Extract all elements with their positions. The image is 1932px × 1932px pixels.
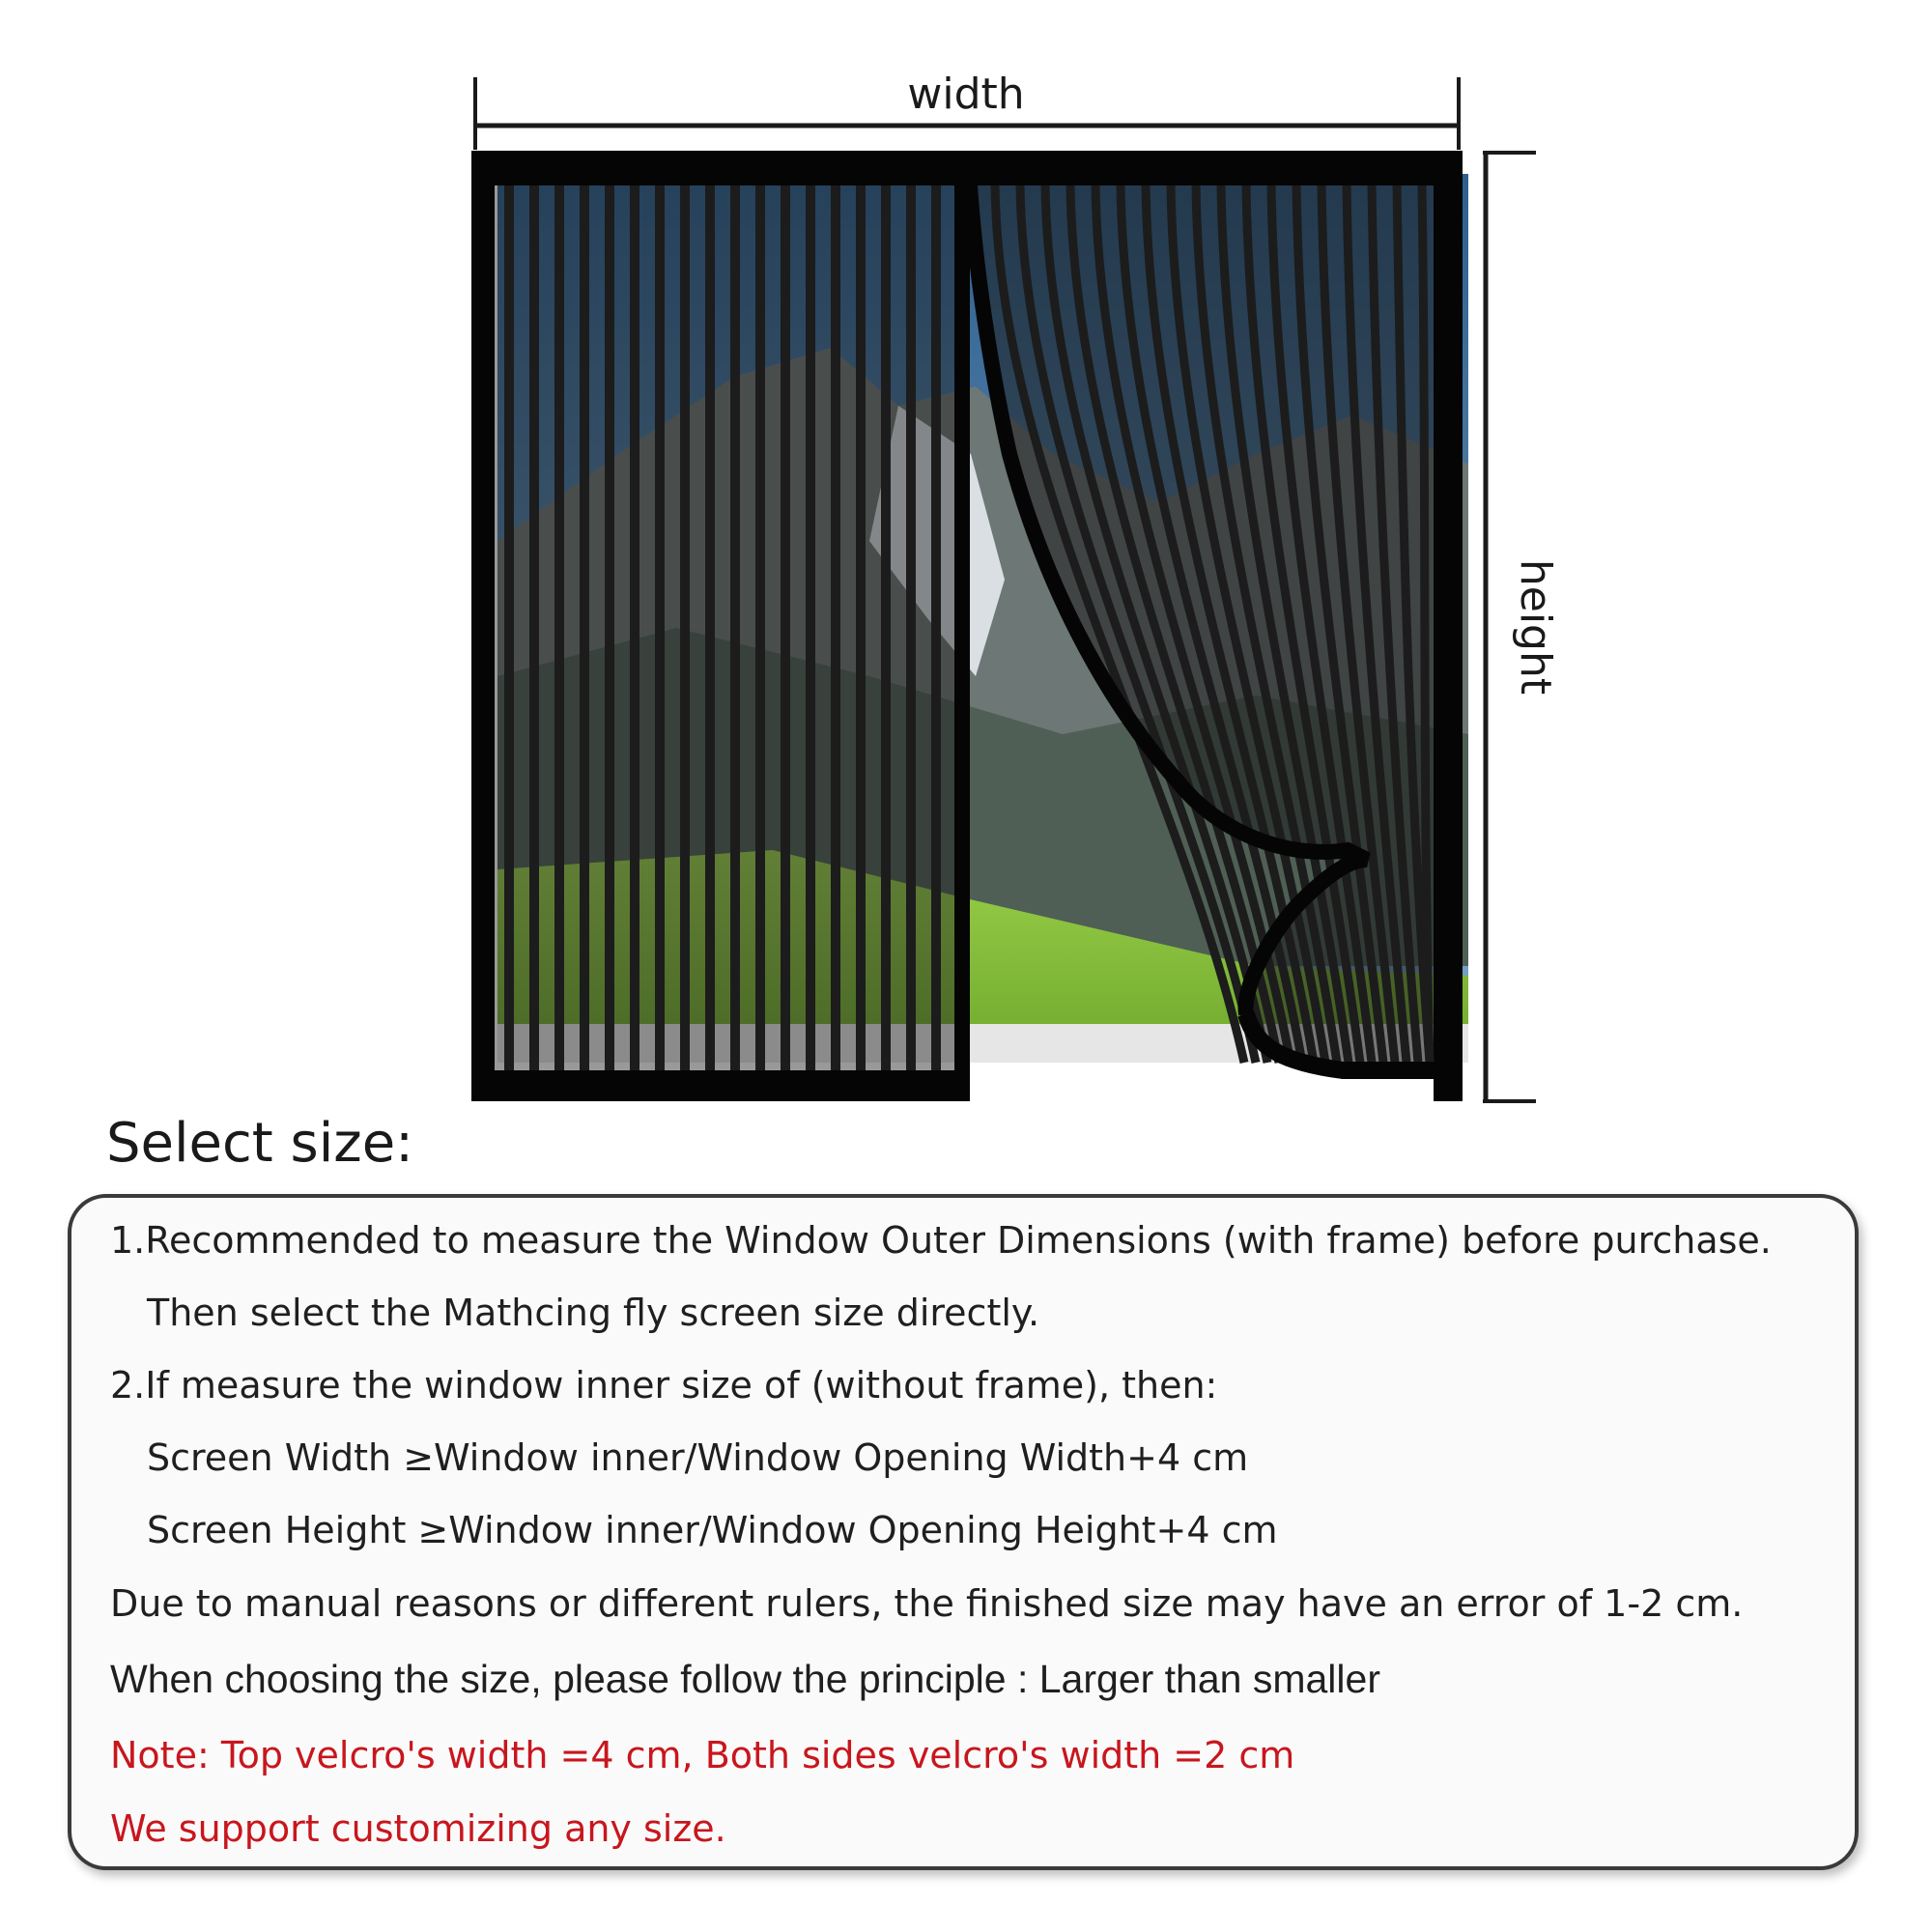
height-dimension [1483,153,1560,1101]
mesh-stripe [856,185,866,1070]
tolerance-note: Due to manual reasons or different rulers, the finished size may have an error of 1-2 cm. [110,1582,1744,1625]
mesh-stripe [705,185,715,1070]
mesh-stripe [781,185,790,1070]
mesh-stripe [580,185,589,1070]
screen-width-formula: Screen Width ≥Window inner/Window Opening Width+4 cm [147,1436,1249,1479]
mesh-stripe [806,185,815,1070]
velcro-note: Note: Top velcro's width =4 cm, Both sides velcro's width =2 cm [110,1734,1295,1776]
mesh-stripe [881,185,891,1070]
height-label: height [1511,558,1560,696]
mesh-stripe [906,185,916,1070]
custom-size-note: We support customizing any size. [110,1807,726,1850]
select-size-title: Select size: [106,1112,414,1175]
left-mesh-panel [495,185,954,1070]
instruction-line-1: 1.Recommended to measure the Window Outer Dimensions (with frame) before purchase. [110,1219,1772,1262]
mesh-stripe [755,185,765,1070]
mesh-stripe [630,185,639,1070]
instruction-line-2: Then select the Mathcing fly screen size directly. [147,1292,1040,1334]
width-label: width [907,70,1025,119]
mesh-stripe [605,185,614,1070]
mesh-stripe [931,185,941,1070]
mesh-stripe [529,185,539,1070]
width-dimension [475,70,1459,150]
mesh-stripe [504,185,514,1070]
size-principle: When choosing the size, please follow the principle : Larger than smaller [110,1657,1380,1701]
mesh-stripe [655,185,665,1070]
mesh-stripe [831,185,840,1070]
sizing-instructions-card [68,1194,1859,1870]
mesh-stripe [730,185,740,1070]
instruction-line-3: 2.If measure the window inner size of (without frame), then: [110,1364,1218,1406]
screen-height-formula: Screen Height ≥Window inner/Window Opening Height+4 cm [147,1509,1278,1551]
mesh-stripe [554,185,564,1070]
mesh-stripe [680,185,690,1070]
